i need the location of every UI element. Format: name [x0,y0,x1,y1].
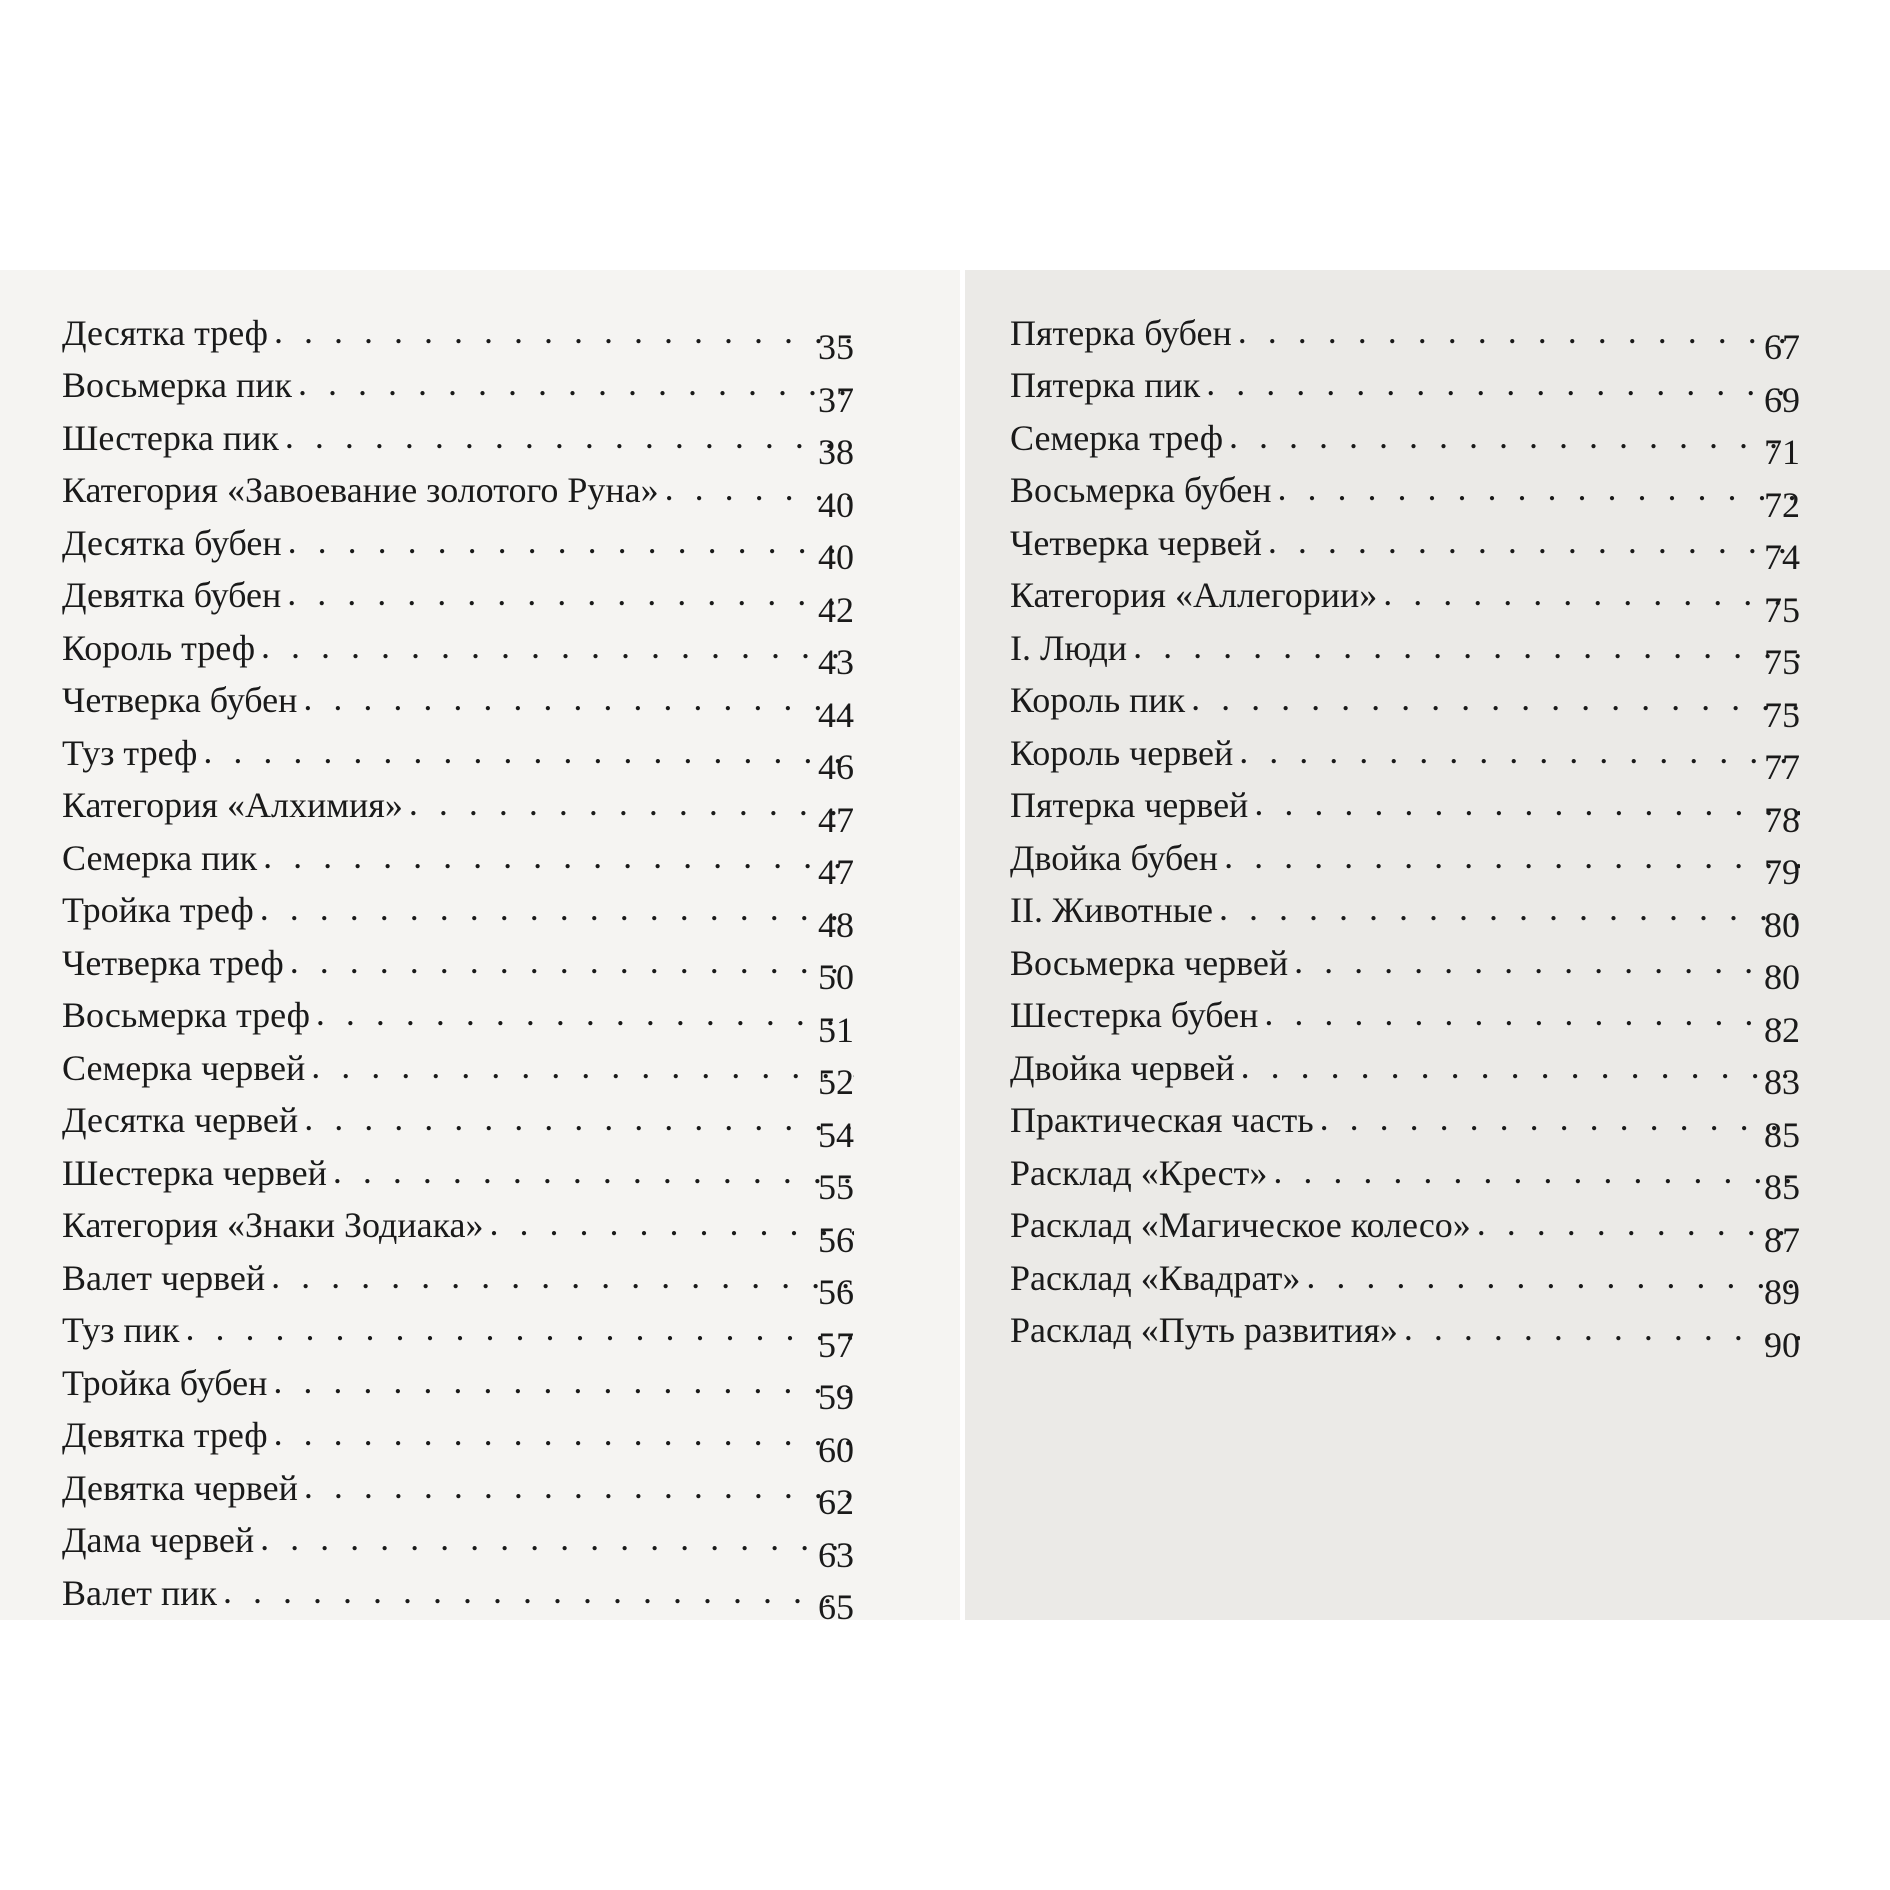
toc-leader-dots [1239,733,1800,769]
toc-entry-title: Шестерка бубен [1010,995,1259,1035]
toc-entry-title: Категория «Знаки Зодиака» [62,1205,484,1245]
toc-entry-page-number: 71 [1764,432,1800,472]
toc-entry [62,1243,854,1312]
toc-entry-page-number: 80 [1764,957,1800,997]
toc-leader-dots [1320,1100,1800,1136]
toc-leader-dots [1278,470,1800,506]
toc-leader-dots [260,1520,854,1556]
toc-entry [62,1506,854,1575]
toc-entry-title: Расклад «Квадрат» [1010,1257,1301,1298]
toc-entry [62,1138,854,1207]
toc-entry-title: Десятка треф [62,312,268,353]
toc-entry-page-number: 75 [1764,642,1800,682]
toc-leader-dots [333,1153,854,1189]
toc-entry [62,718,854,787]
toc-leader-dots [1273,1153,1800,1189]
toc-entry [1010,1033,1800,1102]
toc-leader-dots [304,1100,854,1136]
toc-entry [62,1558,854,1620]
toc-entry-title: Девятка червей [62,1467,298,1508]
toc-entry-title: Категория «Аллегории» [1010,575,1378,615]
toc-leader-dots [1264,995,1800,1031]
toc-entry-page-number: 59 [818,1377,854,1417]
toc-entry [62,1401,854,1470]
toc-entry-page-number: 72 [1764,484,1800,525]
toc-entry [1010,298,1800,367]
toc-entry [62,1348,854,1417]
toc-entry [1010,1243,1800,1312]
toc-entry [1010,508,1800,577]
toc-right [1010,298,1800,1365]
toc-entry-title: Десятка бубен [62,522,282,563]
toc-entry-page-number: 90 [1764,1324,1800,1365]
toc-entry-page-number: 57 [818,1324,854,1365]
toc-entry [62,1086,854,1155]
toc-entry-page-number: 85 [1764,1167,1800,1207]
toc-entry-page-number: 48 [818,904,854,945]
toc-entry-title: Пятерка червей [1010,785,1249,825]
toc-entry [1010,718,1800,787]
toc-leader-dots [285,418,854,454]
toc-entry-page-number: 52 [818,1062,854,1102]
toc-entry [62,876,854,945]
toc-entry-page-number: 43 [818,642,854,682]
toc-entry [1010,561,1800,630]
toc-entry [62,1296,854,1365]
toc-entry-title: Расклад «Крест» [1010,1152,1268,1193]
toc-leader-dots [185,1310,854,1346]
toc-entry-page-number: 56 [818,1272,854,1312]
toc-entry-title: Пятерка бубен [1010,312,1232,353]
toc-entry-title: Дама червей [62,1520,255,1560]
toc-leader-dots [260,890,854,926]
toc-leader-dots [263,838,854,874]
toc-entry-page-number: 85 [1764,1114,1800,1155]
toc-entry-page-number: 42 [818,589,854,630]
toc-leader-dots [1191,680,1800,716]
toc-leader-dots [409,785,854,821]
toc-entry-title: Шестерка пик [62,417,279,458]
toc-entry-title: Семерка пик [62,837,258,878]
toc-entry-title: Восьмерка пик [62,365,293,405]
toc-entry [62,561,854,630]
toc-entry-title: Четверка треф [62,942,284,983]
toc-entry-title: Расклад «Путь развития» [1010,1310,1398,1350]
toc-leader-dots [303,680,854,716]
toc-entry-page-number: 50 [818,957,854,997]
toc-entry [62,456,854,525]
toc-entry-page-number: 67 [1764,327,1800,367]
toc-leader-dots [1224,838,1800,874]
toc-leader-dots [1238,313,1800,349]
toc-entry [62,666,854,735]
toc-entry-page-number: 74 [1764,537,1800,577]
toc-entry [1010,456,1800,525]
toc-entry-page-number: 89 [1764,1272,1800,1312]
toc-entry-title: Тройка треф [62,890,254,930]
toc-entry [62,928,854,997]
toc-entry-title: Восьмерка треф [62,995,310,1035]
toc-entry [1010,403,1800,472]
toc-entry-page-number: 51 [818,1009,854,1050]
toc-entry [1010,613,1800,682]
toc-entry-page-number: 79 [1764,852,1800,892]
toc-entry-page-number: 35 [818,327,854,367]
toc-entry-title: Тройка бубен [62,1362,268,1403]
toc-leader-dots [203,733,854,769]
toc-entry-page-number: 44 [818,694,854,735]
toc-entry [1010,351,1800,420]
toc-entry [1010,1296,1800,1365]
toc-entry-page-number: 75 [1764,694,1800,735]
toc-entry [62,823,854,892]
toc-leader-dots [287,575,854,611]
toc-entry-title: II. Животные [1010,890,1213,930]
toc-entry-page-number: 56 [818,1219,854,1260]
toc-entry-title: Семерка треф [1010,417,1224,458]
toc-entry [62,508,854,577]
toc-entry [62,1453,854,1522]
toc-entry-title: Двойка червей [1010,1047,1235,1088]
toc-entry-title: Расклад «Магическое колесо» [1010,1205,1471,1245]
toc-entry-title: Десятка червей [62,1100,299,1140]
toc-leader-dots [1306,1258,1800,1294]
toc-entry [1010,876,1800,945]
toc-entry [1010,666,1800,735]
toc-leader-dots [223,1573,854,1609]
toc-entry-title: Девятка треф [62,1415,268,1455]
toc-leader-dots [274,313,854,349]
toc-entry-page-number: 54 [818,1114,854,1155]
toc-entry-page-number: 40 [818,537,854,577]
toc-entry-title: Семерка червей [62,1047,306,1088]
toc-entry-title: Четверка червей [1010,522,1262,563]
toc-leader-dots [316,995,854,1031]
toc-entry [62,1033,854,1102]
toc-entry-page-number: 80 [1764,904,1800,945]
toc-entry-title: Король треф [62,627,256,668]
toc-entry-title: Четверка бубен [62,680,298,720]
toc-leader-dots [273,1363,854,1399]
toc-leader-dots [298,365,854,401]
toc-leader-dots [1229,418,1800,454]
toc-entry-page-number: 78 [1764,799,1800,840]
toc-entry-page-number: 55 [818,1167,854,1207]
toc-entry-page-number: 40 [818,484,854,525]
toc-entry [1010,823,1800,892]
left-page [0,270,960,1620]
toc-entry [1010,981,1800,1050]
toc-entry-title: Валет червей [62,1257,266,1298]
toc-entry-page-number: 60 [818,1429,854,1470]
toc-entry-page-number: 69 [1764,379,1800,420]
toc-leader-dots [1219,890,1800,926]
toc-leader-dots [271,1258,854,1294]
toc-leader-dots [1254,785,1800,821]
toc-entry [62,403,854,472]
toc-leader-dots [274,1415,854,1451]
toc-entry [1010,1086,1800,1155]
toc-leader-dots [288,523,854,559]
toc-leader-dots [304,1468,854,1504]
toc-entry-page-number: 77 [1764,747,1800,787]
toc-leader-dots [1206,365,1800,401]
toc-entry [1010,1191,1800,1260]
toc-entry-page-number: 82 [1764,1009,1800,1050]
toc-entry-title: Девятка бубен [62,575,282,615]
toc-leader-dots [1241,1048,1800,1084]
toc-entry-title: Категория «Завоевание золотого Руна» [62,470,659,510]
toc-entry-page-number: 37 [818,379,854,420]
toc-left [62,298,854,1620]
toc-entry-title: Категория «Алхимия» [62,785,403,825]
toc-entry [62,298,854,367]
toc-leader-dots [290,943,854,979]
toc-entry-page-number: 87 [1764,1219,1800,1260]
toc-entry [62,1191,854,1260]
toc-entry [1010,928,1800,997]
toc-entry-page-number: 75 [1764,589,1800,630]
toc-entry-title: I. Люди [1010,627,1128,668]
toc-entry-page-number: 83 [1764,1062,1800,1102]
toc-entry-title: Практическая часть [1010,1100,1314,1140]
toc-entry-title: Восьмерка бубен [1010,470,1272,510]
toc-entry-title: Восьмерка червей [1010,942,1289,983]
toc-leader-dots [261,628,854,664]
toc-leader-dots [1383,575,1800,611]
toc-entry [1010,771,1800,840]
toc-entry-page-number: 63 [818,1534,854,1575]
toc-entry-page-number: 47 [818,799,854,840]
toc-entry-page-number: 46 [818,747,854,787]
toc-entry [1010,1138,1800,1207]
toc-entry-title: Валет пик [62,1572,218,1613]
toc-entry-page-number: 38 [818,432,854,472]
book-spread [0,270,1890,1620]
toc-entry [62,981,854,1050]
toc-entry-title: Король пик [1010,680,1186,720]
toc-entry-title: Туз треф [62,732,198,773]
toc-entry-title: Туз пик [62,1310,180,1350]
toc-leader-dots [1294,943,1800,979]
toc-leader-dots [1268,523,1800,559]
toc-entry-title: Пятерка пик [1010,365,1201,405]
toc-entry-page-number: 65 [818,1587,854,1620]
toc-entry-title: Король червей [1010,732,1234,773]
toc-entry [62,771,854,840]
toc-entry [62,613,854,682]
toc-entry-title: Двойка бубен [1010,837,1219,878]
toc-leader-dots [1133,628,1800,664]
toc-entry-page-number: 62 [818,1482,854,1522]
toc-entry [62,351,854,420]
toc-entry-page-number: 47 [818,852,854,892]
toc-leader-dots [311,1048,854,1084]
toc-entry-title: Шестерка червей [62,1152,327,1193]
